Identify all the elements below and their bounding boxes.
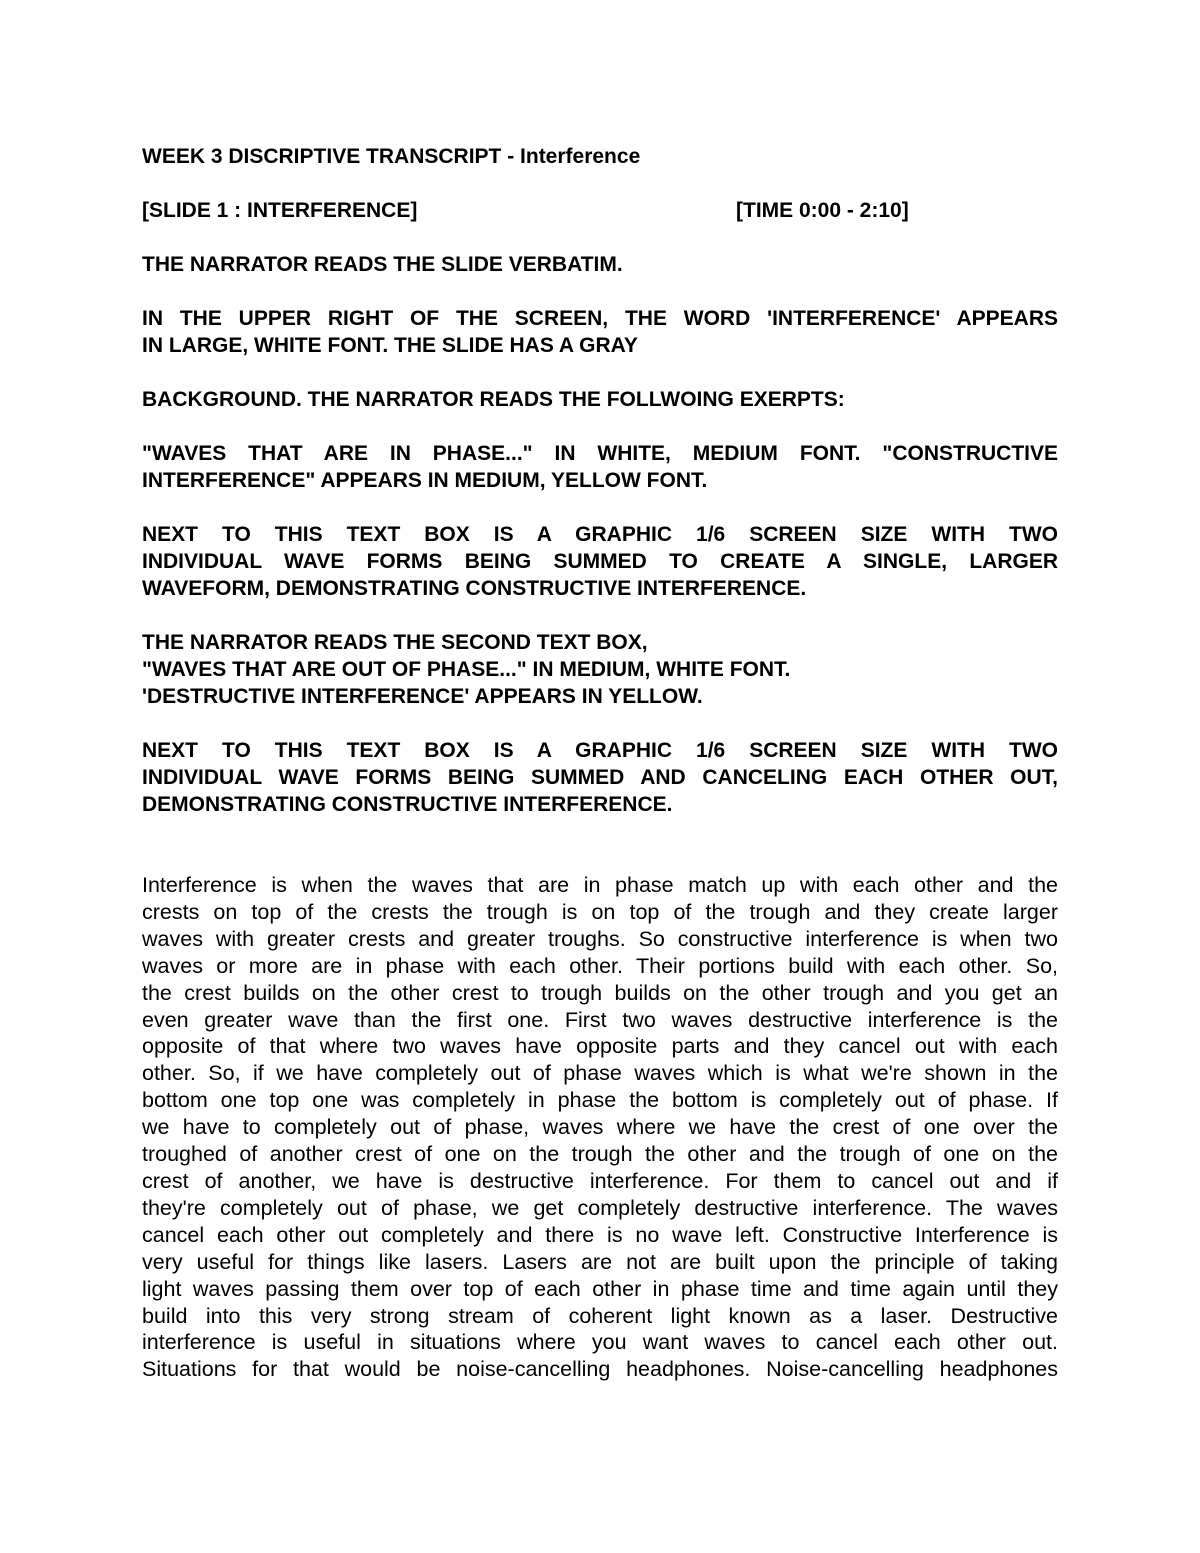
slide-label: [SLIDE 1 : INTERFERENCE]: [142, 199, 418, 222]
transcript-line: even greater wave than the first one. First two waves destructive interference is the: [142, 1007, 1058, 1032]
paragraph-narrator-reads-text: THE NARRATOR READS THE SLIDE VERBATIM.: [142, 253, 623, 276]
transcript-line: they're completely out of phase, we get completely destructive interference. The waves: [142, 1195, 1058, 1220]
paragraph-line: IN LARGE, WHITE FONT. THE SLIDE HAS A GRAY: [142, 334, 638, 357]
transcript-line: we have to completely out of phase, waves where we have the crest of one over the: [142, 1115, 1058, 1140]
paragraph-line: DEMONSTRATING CONSTRUCTIVE INTERFERENCE.: [142, 793, 673, 816]
paragraph-line: THE NARRATOR READS THE SECOND TEXT BOX,: [142, 631, 648, 654]
paragraph-background: [142, 386, 1058, 413]
transcript-line: Situations for that would be noise-cancelling headphones. Noise-cancelling headphones: [142, 1357, 1058, 1382]
transcript-line: waves or more are in phase with each other. Their portions build with each other. So,: [142, 953, 1058, 978]
paragraph-waves-in-phase: [142, 440, 1058, 494]
paragraph-second-text-box: [142, 629, 1058, 710]
transcript-line: troughed of another crest of one on the trough the other and the trough of one on the: [142, 1142, 1058, 1167]
transcript-line: interference is useful in situations where you want waves to cancel each other out.: [142, 1330, 1058, 1355]
paragraph-line: NEXT TO THIS TEXT BOX IS A GRAPHIC 1/6 SCREEN SIZE WITH TWO: [142, 739, 1058, 762]
transcript-line: the crest builds on the other crest to trough builds on the other trough and you get an: [142, 980, 1058, 1005]
transcript-line: Interference is when the waves that are in phase match up with each other and the: [142, 873, 1058, 897]
paragraph-graphic-destructive: [142, 737, 1058, 818]
paragraph-line: WAVEFORM, DEMONSTRATING CONSTRUCTIVE INTERFERENCE.: [142, 577, 807, 600]
document-title: [142, 143, 1058, 170]
transcript-line: waves with greater crests and greater troughs. So constructive interference is when two: [142, 926, 1058, 951]
paragraph-line: NEXT TO THIS TEXT BOX IS A GRAPHIC 1/6 SCREEN SIZE WITH TWO: [142, 523, 1058, 546]
paragraph-graphic-constructive: [142, 521, 1058, 602]
transcript-line: cancel each other out completely and there is no wave left. Constructive Interference is: [142, 1222, 1058, 1247]
paragraph-upper-right: [142, 305, 1058, 359]
paragraph-narrator-reads: [142, 251, 1058, 278]
paragraph-line: "WAVES THAT ARE IN PHASE..." IN WHITE, MEDIUM FONT. "CONSTRUCTIVE: [142, 442, 1058, 465]
paragraph-background-text: BACKGROUND. THE NARRATOR READS THE FOLLWOING EXERPTS:: [142, 388, 845, 411]
slide-header-row: [142, 197, 1058, 224]
paragraph-line: INDIVIDUAL WAVE FORMS BEING SUMMED AND CANCELING EACH OTHER OUT,: [142, 766, 1058, 789]
paragraph-line: INTERFERENCE" APPEARS IN MEDIUM, YELLOW FONT.: [142, 469, 708, 492]
time-label: [TIME 0:00 - 2:10]: [736, 199, 909, 222]
transcript-line: crests on top of the crests the trough is on top of the trough and they create larger: [142, 899, 1058, 924]
paragraph-line: INDIVIDUAL WAVE FORMS BEING SUMMED TO CREATE A SINGLE, LARGER: [142, 550, 1058, 573]
transcript-line: opposite of that where two waves have opposite parts and they cancel out with each: [142, 1034, 1058, 1059]
transcript-line: build into this very strong stream of coherent light known as a laser. Destructive: [142, 1303, 1058, 1328]
transcript-line: bottom one top one was completely in phase the bottom is completely out of phase. If: [142, 1088, 1058, 1113]
document-title-text: WEEK 3 DISCRIPTIVE TRANSCRIPT - Interference: [142, 145, 641, 168]
transcript-line: other. So, if we have completely out of phase waves which is what we're shown in the: [142, 1061, 1058, 1086]
transcript-line: light waves passing them over top of each other in phase time and time again until they: [142, 1276, 1058, 1301]
transcript-line: very useful for things like lasers. Lasers are not are built upon the principle of taking: [142, 1249, 1058, 1274]
paragraph-line: IN THE UPPER RIGHT OF THE SCREEN, THE WORD 'INTERFERENCE' APPEARS: [142, 307, 1058, 330]
paragraph-line: 'DESTRUCTIVE INTERFERENCE' APPEARS IN YELLOW.: [142, 685, 703, 708]
transcript-paragraph: [142, 872, 1058, 1383]
paragraph-line: "WAVES THAT ARE OUT OF PHASE..." IN MEDIUM, WHITE FONT.: [142, 658, 791, 681]
transcript-line: crest of another, we have is destructive interference. For them to cancel out and if: [142, 1168, 1058, 1193]
